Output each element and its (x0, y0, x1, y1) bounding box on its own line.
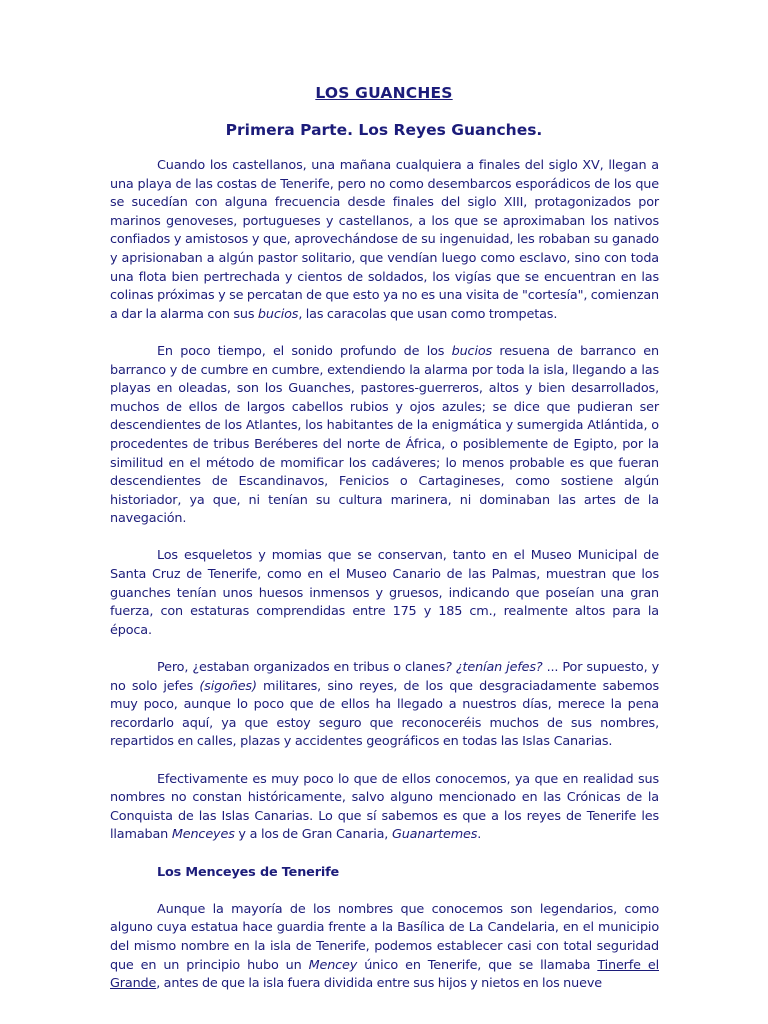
document-subtitle: Primera Parte. Los Reyes Guanches. (225, 121, 543, 139)
document-title: LOS GUANCHES (315, 84, 453, 102)
paragraph-4-text-c: militares, sino reyes, de los que desgraciadamente sabemos muy poco, aunque lo poco que de ellos ha llegado a nuestros días, merece la pena recordarlo aquí, ya que estoy seguro que reconoceréis muchos de sus nombres, repartidos en calles, plazas y accidentes geográficos en todas las Islas Canarias. (110, 678, 659, 750)
paragraph-2-text-a: En poco tiempo, el sonido profundo de los (157, 343, 452, 359)
tinerfe-el-grande-link[interactable]: Tinerfe el Grande (110, 957, 659, 992)
paragraph-4-text-a: Pero, ¿estaban organizados en tribus o clanes (157, 660, 446, 676)
paragraph-4-text-b: ... Por supuesto, y no solo jefes (110, 660, 659, 694)
paragraph-6-text-c: , antes de que la isla fuera dividida entre sus hijos y nietos en los nueve (156, 976, 602, 992)
paragraph-6 (110, 901, 659, 994)
paragraph-5-emphasis-menceyes: Menceyes (171, 827, 235, 843)
paragraph-6-text-a: Aunque la mayoría de los nombres que conocemos son legendarios, como alguno cuya estatua hace guardia frente a la Basílica de La Candelaria, en el municipio del mismo nombre en la isla de Tenerife, podemos establecer casi con total seguridad que en un principio hubo un (110, 901, 659, 973)
paragraph-5 (110, 771, 659, 845)
paragraph-1-text-b: , las caracolas que usan como trompetas. (298, 306, 558, 322)
document-body (110, 157, 659, 1012)
paragraph-2-text-b: resuena de barranco en barranco y de cumbre en cumbre, extendiendo la alarma por toda la isla, llegando a las playas en oleadas, son los Guanches, pastores-guerreros, altos y bien desarrollados, muchos de ellos de largos cabellos rubios y ojos azules; se dice que pudieran ser descendientes de los Atlantes, los habitantes de la enigmática y sumergida Atlántida, o procedentes de tribus Beréberes del norte de África, o posiblemente de Egipto, por la similitud en el método de momificar los cadáveres; lo menos probable es que fueran descendientes de Escandinavos, Fenicios o Cartagineses, como sostiene algún historiador, ya que, ni tenían su cultura marinera, ni dominaban las artes de la navegación. (110, 343, 659, 527)
paragraph-5-text-a: Efectivamente es muy poco lo que de ellos conocemos, ya que en realidad sus nombres no constan históricamente, salvo alguno mencionado en las Crónicas de la Conquista de las Islas Canarias. Lo que sí sabemos es que a los reyes de Tenerife les llamaban (110, 771, 659, 843)
paragraph-5-text-c: . (477, 827, 482, 843)
section-heading: Los Menceyes de Tenerife (157, 864, 340, 880)
paragraph-4-question: ? ¿tenían jefes? (445, 660, 543, 676)
paragraph-4 (110, 659, 659, 752)
paragraph-6-emphasis: Mencey (308, 957, 358, 973)
paragraph-2 (110, 343, 659, 529)
paragraph-2-emphasis: bucios (451, 343, 493, 359)
paragraph-3: Los esqueletos y momias que se conservan, tanto en el Museo Municipal de Santa Cruz de Tenerife, como en el Museo Canario de las Palmas, muestran que los guanches tenían unos huesos inmensos y gruesos, indicando que poseían una gran fuerza, con estaturas comprendidas entre 175 y 185 cm., realmente altos para la época. (110, 548, 659, 638)
paragraph-4-emphasis: (sigoñes) (199, 678, 257, 694)
paragraph-5-text-b: y a los de Gran Canaria, (234, 827, 392, 843)
paragraph-5-emphasis-guanartemes: Guanartemes (391, 827, 478, 843)
paragraph-1-text-a: Cuando los castellanos, una mañana cualquiera a finales del siglo XV, llegan a una playa de las costas de Tenerife, pero no como desembarcos esporádicos de los que se sucedían con alguna frecuencia desde finales del siglo XIII, protagonizados por marinos genoveses, portugueses y castellanos, a los que se aproximaban los nativos confiados y amistosos y que, aprovechándose de su ingenuidad, les robaban su ganado y aprisionaban a algún pastor solitario, que vendían luego como esclavo, sino con toda una flota bien pertrechada y cientos de soldados, los vigías que se encuentran en las colinas próximas y se percatan de que esto ya no es una visita de "cortesía", comienzan a dar la alarma con sus (110, 158, 659, 322)
paragraph-6-text-b: único en Tenerife, que se llamaba (357, 957, 598, 973)
paragraph-1 (110, 157, 659, 324)
paragraph-1-emphasis: bucios (257, 306, 299, 322)
